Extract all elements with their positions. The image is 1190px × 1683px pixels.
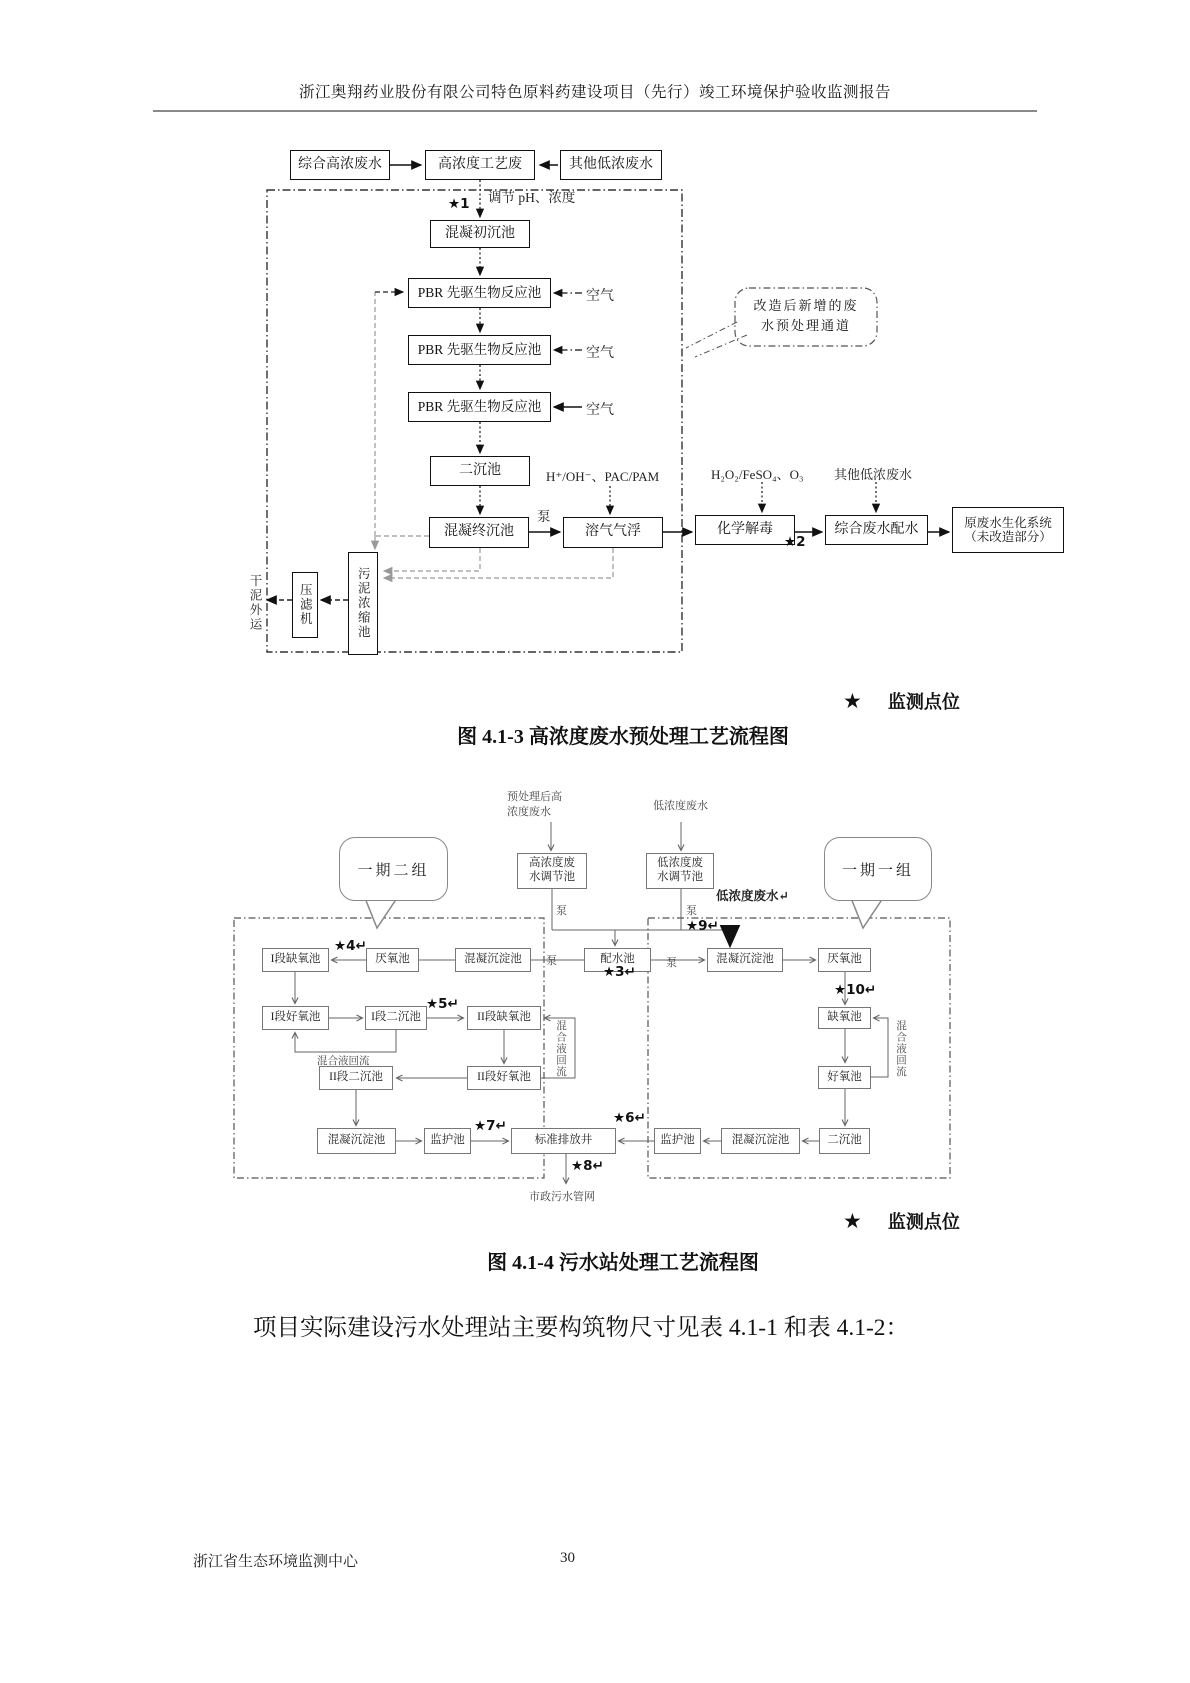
- callout-line2: 水预处理通道: [760, 318, 851, 334]
- box-secondary-sedimentation: 二沉池: [430, 456, 530, 486]
- box-chemical-detoxification: 化学解毒: [695, 515, 795, 545]
- box-water-distribution-tank: 配水池: [584, 948, 651, 972]
- box-guard-tank-right: 监护池: [654, 1128, 701, 1154]
- label-air-1: 空气: [586, 289, 614, 304]
- box-dissolved-air-flotation: 溶气气浮: [563, 517, 663, 548]
- box-coagulation-sedimentation-left-top: 混凝沉淀池: [455, 948, 531, 972]
- box-coagulation-primary-sedimentation: 混凝初沉池: [430, 220, 530, 248]
- label-mixed-liquor-return-right: 混合液回流: [895, 1020, 906, 1078]
- box-stage1-anoxic-tank: I段缺氧池: [262, 948, 329, 972]
- monitor-point-10: ★10↵: [834, 982, 877, 998]
- callout-line1: 改造后新增的废: [753, 298, 859, 313]
- box-filter-press: 压滤机: [292, 572, 318, 638]
- label-air-2: 空气: [586, 346, 614, 361]
- box-original-biochemical-system: [952, 507, 1064, 553]
- label-pump-row1-right: 泵: [666, 957, 677, 969]
- box-coagulation-final-sedimentation: 混凝终沉池: [429, 517, 529, 548]
- callout-phase1-group1: 一期一组: [824, 837, 932, 901]
- box-anaerobic-tank-left: 厌氧池: [366, 948, 419, 972]
- box-pbr-bioreactor-1: PBR 先驱生物反应池: [408, 278, 551, 308]
- box-stage1-aerobic-tank: I段好氧池: [262, 1006, 329, 1030]
- label-mixed-liquor-return-mid: 混合液回流: [555, 1020, 566, 1078]
- monitor-point-2: ★2: [784, 534, 806, 550]
- footer-page-number: 30: [560, 1550, 575, 1566]
- monitor-point-4: ★4↵: [334, 938, 367, 954]
- page-header-title: 浙江奥翔药业股份有限公司特色原料药建设项目（先行）竣工环境保护验收监测报告: [298, 84, 891, 101]
- figure-4-1-4-caption: 图 4.1-4 污水站处理工艺流程图: [487, 1252, 759, 1274]
- label-other-low-conc: 其他低浓废水: [834, 467, 913, 482]
- label-low-conc-wastewater-2: 低浓度废水↵: [716, 889, 789, 903]
- monitor-point-1: ★1: [448, 196, 470, 212]
- footer-organization: 浙江省生态环境监测中心: [193, 1554, 359, 1570]
- legend-label-2: 监测点位: [887, 1212, 960, 1232]
- legend-monitoring-points-1: [843, 688, 960, 714]
- box-high-conc-regulating-line1: 高浓度废: [529, 857, 575, 870]
- legend-star-icon-2: ★: [843, 1209, 862, 1233]
- box-combined-high-conc-wastewater: 综合高浓废水: [290, 150, 390, 180]
- label-pump-row1-left: 泵: [546, 955, 557, 967]
- box-low-conc-regulating-line2: 水调节池: [657, 871, 703, 883]
- monitor-point-5: ★5↵: [426, 996, 459, 1012]
- label-pump-low: 泵: [686, 905, 697, 917]
- label-pretreated-high-conc-line2: 浓度废水: [507, 806, 551, 819]
- header-rule: [153, 110, 1037, 112]
- monitor-point-6: ★6↵: [613, 1110, 646, 1126]
- box-secondary-sedimentation-right: 二沉池: [819, 1128, 870, 1154]
- box-stage2-anoxic-tank: II段缺氧池: [467, 1006, 541, 1030]
- box-high-conc-regulating-line2: 水调节池: [529, 871, 575, 883]
- box-stage1-secondary-sedimentation: I段二沉池: [365, 1006, 427, 1030]
- label-municipal-sewage-network: 市政污水管网: [529, 1191, 595, 1203]
- box-high-conc-process-waste: 高浓度工艺废: [425, 150, 535, 180]
- box-coagulation-sedimentation-bottom-left: 混凝沉淀池: [317, 1128, 396, 1154]
- box-anoxic-tank-right: 缺氧池: [818, 1007, 871, 1029]
- box-low-conc-regulating-tank: [646, 853, 714, 889]
- label-chem-pac-pam: H⁺/OH⁻、PAC/PAM: [546, 469, 660, 484]
- callout-new-pretreatment-channel: [739, 296, 873, 336]
- box-standard-discharge-well: 标准排放井: [511, 1128, 616, 1154]
- box-anaerobic-tank-right: 厌氧池: [818, 948, 871, 972]
- legend-star-icon-1: ★: [843, 689, 862, 713]
- box-high-conc-regulating-tank: [517, 853, 587, 889]
- label-pump-high: 泵: [556, 905, 567, 917]
- label-pump-1: 泵: [537, 509, 551, 524]
- box-stage2-secondary-sedimentation: II段二沉池: [319, 1066, 393, 1090]
- box-original-biochemical-system-line2: （未改造部分）: [964, 530, 1052, 544]
- box-pbr-bioreactor-3: PBR 先驱生物反应池: [408, 392, 551, 422]
- box-low-conc-regulating-line1: 低浓度废: [657, 857, 703, 870]
- box-aerobic-tank-right: 好氧池: [818, 1066, 871, 1089]
- box-stage2-aerobic-tank: II段好氧池: [467, 1066, 541, 1090]
- monitor-point-3: ★3↵: [603, 964, 636, 980]
- box-pbr-bioreactor-2: PBR 先驱生物反应池: [408, 335, 551, 365]
- legend-label-1: 监测点位: [887, 692, 960, 712]
- box-original-biochemical-system-line1: 原废水生化系统: [964, 515, 1052, 530]
- label-air-3: 空气: [586, 403, 614, 418]
- box-combined-wastewater-distribution: 综合废水配水: [825, 515, 928, 545]
- monitor-point-7: ★7↵: [474, 1118, 507, 1134]
- box-sludge-thickening-tank: 污泥浓缩池: [348, 552, 378, 655]
- label-pretreated-high-conc-line1: 预处理后高: [507, 791, 562, 803]
- box-other-low-conc-wastewater: 其他低浓废水: [560, 150, 662, 180]
- figure-4-1-3-caption: 图 4.1-3 高浓度废水预处理工艺流程图: [457, 726, 789, 748]
- label-chem-h2o2-feso4-o3: H₂O₂/FeSO₄、O₃: [711, 467, 804, 482]
- label-low-conc-wastewater: 低浓度废水: [653, 800, 708, 812]
- box-guard-tank-left: 监护池: [424, 1128, 471, 1154]
- label-dry-sludge-transport: 干泥外运: [248, 574, 262, 632]
- monitor-point-9: ★9↵: [686, 918, 719, 934]
- label-mixed-liquor-return-left: 混合液回流: [317, 1056, 370, 1067]
- label-adjust-ph-concentration: 调节 pH、浓度: [488, 190, 576, 205]
- legend-monitoring-points-2: [843, 1208, 960, 1234]
- box-coagulation-sedimentation-bottom-right: 混凝沉淀池: [721, 1128, 800, 1154]
- body-paragraph: 项目实际建设污水处理站主要构筑物尺寸见表 4.1-1 和表 4.1-2：: [253, 1315, 910, 1341]
- label-pretreated-high-conc: [507, 790, 562, 821]
- box-coagulation-sedimentation-right-top: 混凝沉淀池: [707, 948, 783, 972]
- monitor-point-8: ★8↵: [571, 1158, 604, 1174]
- callout-phase1-group2: 一期二组: [339, 837, 448, 901]
